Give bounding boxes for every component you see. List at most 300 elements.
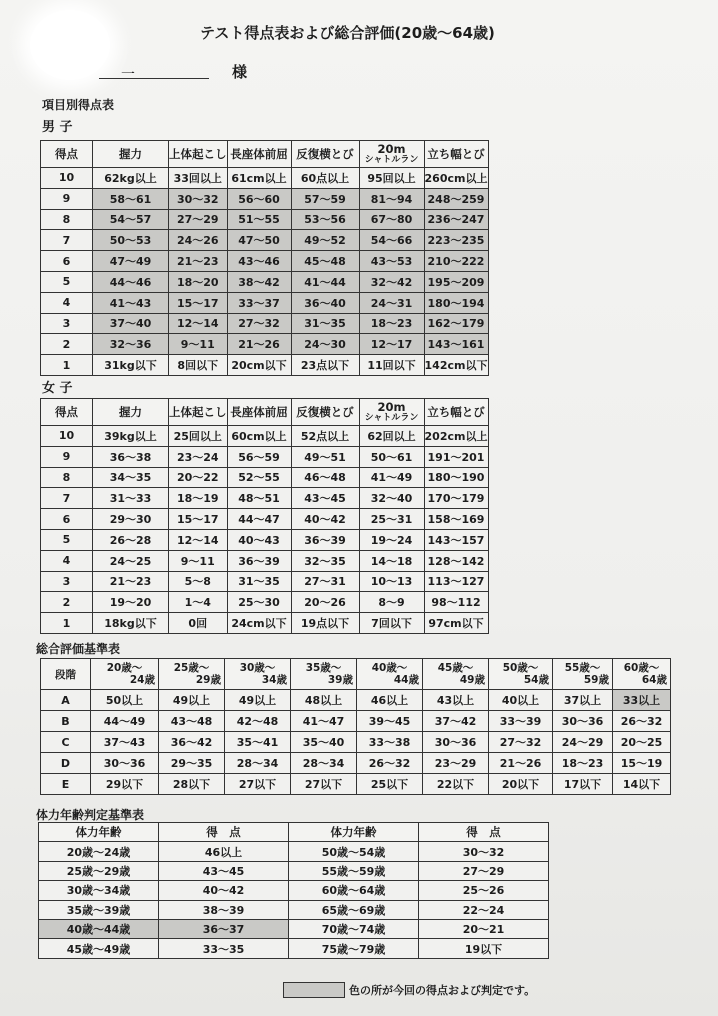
table-row <box>41 426 489 447</box>
cell-value: 44～49 <box>91 711 159 732</box>
cell-age2: 60歳～64歳 <box>289 881 419 900</box>
cell-pts1: 46以上 <box>159 842 289 861</box>
cell-jump: 162～179 <box>424 313 488 334</box>
cell-value: 20以下 <box>489 774 553 795</box>
cell-value: 20～25 <box>613 732 671 753</box>
cell-pts1: 36～37 <box>159 919 289 938</box>
cell-sidestep: 46～48 <box>291 467 359 488</box>
cell-shuttle: 12～17 <box>359 334 424 355</box>
cell-sitreach: 56～59 <box>227 446 291 467</box>
table-row <box>41 467 489 488</box>
cell-shuttle: 54～66 <box>359 230 424 251</box>
cell-value: 36～42 <box>159 732 225 753</box>
cell-age1: 45歳～49歳 <box>39 939 159 958</box>
cell-situp: 27～29 <box>169 209 228 230</box>
fitness-age-label: 体力年齢判定基準表 <box>36 808 145 822</box>
cell-shuttle: 10～13 <box>359 571 424 592</box>
header-age-from: 20歳～ <box>106 662 143 674</box>
cell-jump: 142cm以下 <box>424 355 488 376</box>
header-age-range <box>159 659 225 690</box>
cell-grip: 62kg以上 <box>93 168 169 189</box>
cell-value: 29～35 <box>159 753 225 774</box>
cell-value: 50以上 <box>91 690 159 711</box>
cell-value: 27以下 <box>225 774 291 795</box>
cell-score: 6 <box>41 509 93 530</box>
cell-shuttle: 19～24 <box>359 529 424 550</box>
cell-value: 26～32 <box>357 753 423 774</box>
table-row <box>39 939 549 958</box>
cell-grip: 50～53 <box>93 230 169 251</box>
cell-grip: 37～40 <box>93 313 169 334</box>
cell-score: 3 <box>41 313 93 334</box>
header-age-2: 体力年齢 <box>289 823 419 842</box>
cell-grip: 29～30 <box>93 509 169 530</box>
cell-grip: 26～28 <box>93 529 169 550</box>
table-row <box>41 230 489 251</box>
header-age-from: 55歳～ <box>564 662 601 674</box>
header-age-from: 40歳～ <box>371 662 408 674</box>
header-shuttle-bottom: シャトルラン <box>364 413 419 423</box>
cell-score: 2 <box>41 334 93 355</box>
cell-jump: 113～127 <box>424 571 488 592</box>
cell-shuttle: 25～31 <box>359 509 424 530</box>
legend-swatch <box>283 982 345 998</box>
overall-evaluation-table <box>40 658 671 795</box>
cell-sitreach: 60cm以上 <box>227 426 291 447</box>
cell-shuttle: 41～49 <box>359 467 424 488</box>
table-row <box>41 355 489 376</box>
cell-sidestep: 20～26 <box>291 592 359 613</box>
table-row <box>41 313 489 334</box>
cell-situp: 33回以上 <box>169 168 228 189</box>
header-jump: 立ち幅とび <box>424 141 488 168</box>
cell-sidestep: 31～35 <box>291 313 359 334</box>
cell-age2: 75歳～79歳 <box>289 939 419 958</box>
cell-value: 18～23 <box>553 753 613 774</box>
header-age-from: 35歳～ <box>305 662 342 674</box>
cell-shuttle: 67～80 <box>359 209 424 230</box>
cell-sitreach: 25～30 <box>227 592 291 613</box>
table-row <box>41 168 489 189</box>
cell-situp: 15～17 <box>169 509 228 530</box>
cell-value: 28以下 <box>159 774 225 795</box>
cell-sidestep: 27～31 <box>291 571 359 592</box>
cell-pts2: 19以下 <box>419 939 549 958</box>
header-age-range <box>553 659 613 690</box>
cell-jump: 248～259 <box>424 188 488 209</box>
cell-sitreach: 40～43 <box>227 529 291 550</box>
cell-sitreach: 56～60 <box>227 188 291 209</box>
table-row <box>41 334 489 355</box>
women-score-table <box>40 398 489 634</box>
cell-jump: 195～209 <box>424 271 488 292</box>
header-age-1: 体力年齢 <box>39 823 159 842</box>
header-grip: 握力 <box>93 399 169 426</box>
cell-situp: 9～11 <box>169 334 228 355</box>
cell-value: 35～41 <box>225 732 291 753</box>
cell-value: 39～45 <box>357 711 423 732</box>
cell-value: 48以上 <box>291 690 357 711</box>
cell-value: 27～32 <box>489 732 553 753</box>
fitness-age-table <box>38 822 549 959</box>
header-age-to: 29歳 <box>195 674 221 686</box>
cell-situp: 1～4 <box>169 592 228 613</box>
cell-value: 27以下 <box>291 774 357 795</box>
header-age-to: 49歳 <box>459 674 485 686</box>
cell-score: 9 <box>41 446 93 467</box>
header-age-from: 45歳～ <box>437 662 474 674</box>
table-row <box>39 881 549 900</box>
cell-grip: 21～23 <box>93 571 169 592</box>
cell-grip: 47～49 <box>93 251 169 272</box>
table-row <box>41 690 671 711</box>
table-row <box>41 509 489 530</box>
cell-grade: E <box>41 774 91 795</box>
table-row <box>41 753 671 774</box>
cell-value: 33～39 <box>489 711 553 732</box>
cell-situp: 21～23 <box>169 251 228 272</box>
cell-score: 1 <box>41 613 93 634</box>
cell-value: 15～19 <box>613 753 671 774</box>
cell-score: 4 <box>41 550 93 571</box>
table-row <box>41 188 489 209</box>
cell-sitreach: 38～42 <box>227 271 291 292</box>
cell-score: 3 <box>41 571 93 592</box>
cell-sidestep: 52点以上 <box>291 426 359 447</box>
cell-grip: 36～38 <box>93 446 169 467</box>
cell-value: 33～38 <box>357 732 423 753</box>
header-age-range <box>91 659 159 690</box>
page-title: テスト得点表および総合評価(20歳～64歳) <box>200 24 495 42</box>
cell-situp: 5～8 <box>169 571 228 592</box>
header-age-range <box>225 659 291 690</box>
header-age-range <box>357 659 423 690</box>
cell-age1: 25歳～29歳 <box>39 861 159 880</box>
table-row <box>39 861 549 880</box>
header-score: 得点 <box>41 141 93 168</box>
cell-pts1: 38～39 <box>159 900 289 919</box>
cell-sidestep: 57～59 <box>291 188 359 209</box>
cell-grip: 31～33 <box>93 488 169 509</box>
cell-value: 22以下 <box>423 774 489 795</box>
cell-value: 37～43 <box>91 732 159 753</box>
cell-score: 10 <box>41 168 93 189</box>
header-situp: 上体起こし <box>169 399 228 426</box>
cell-sitreach: 61cm以上 <box>227 168 291 189</box>
cell-grip: 54～57 <box>93 209 169 230</box>
header-stage: 段階 <box>41 659 91 690</box>
header-age-from: 30歳～ <box>239 662 276 674</box>
cell-score: 4 <box>41 292 93 313</box>
header-age-to: 59歳 <box>583 674 609 686</box>
header-situp: 上体起こし <box>169 141 228 168</box>
cell-shuttle: 32～40 <box>359 488 424 509</box>
cell-shuttle: 24～31 <box>359 292 424 313</box>
header-age-from: 50歳～ <box>502 662 539 674</box>
cell-value: 37～42 <box>423 711 489 732</box>
cell-shuttle: 7回以下 <box>359 613 424 634</box>
cell-sitreach: 48～51 <box>227 488 291 509</box>
cell-value: 28～34 <box>225 753 291 774</box>
honorific: 様 <box>232 63 248 81</box>
cell-value: 40以上 <box>489 690 553 711</box>
cell-jump: 128～142 <box>424 550 488 571</box>
table-row <box>39 919 549 938</box>
cell-situp: 15～17 <box>169 292 228 313</box>
cell-value: 30～36 <box>423 732 489 753</box>
header-grip: 握力 <box>93 141 169 168</box>
cell-sidestep: 43～45 <box>291 488 359 509</box>
header-shuttle-bottom: シャトルラン <box>364 155 419 165</box>
table-row <box>41 529 489 550</box>
cell-shuttle: 8～9 <box>359 592 424 613</box>
header-sidestep: 反復横とび <box>291 141 359 168</box>
header-age-to: 44歳 <box>393 674 419 686</box>
cell-sitreach: 51～55 <box>227 209 291 230</box>
table-row <box>41 732 671 753</box>
cell-shuttle: 32～42 <box>359 271 424 292</box>
header-age-to: 64歳 <box>641 674 667 686</box>
cell-sitreach: 20cm以下 <box>227 355 291 376</box>
table-row <box>41 446 489 467</box>
item-scores-label: 項目別得点表 <box>42 98 115 112</box>
cell-value: 35～40 <box>291 732 357 753</box>
cell-pts2: 30～32 <box>419 842 549 861</box>
cell-situp: 20～22 <box>169 467 228 488</box>
cell-score: 2 <box>41 592 93 613</box>
table-row <box>41 711 671 732</box>
cell-situp: 12～14 <box>169 313 228 334</box>
table-row <box>39 900 549 919</box>
cell-pts2: 20～21 <box>419 919 549 938</box>
cell-value: 46以上 <box>357 690 423 711</box>
table-row <box>41 774 671 795</box>
header-points-1: 得 点 <box>159 823 289 842</box>
cell-value: 23～29 <box>423 753 489 774</box>
cell-pts2: 27～29 <box>419 861 549 880</box>
cell-score: 8 <box>41 467 93 488</box>
cell-grip: 24～25 <box>93 550 169 571</box>
women-label: 女 子 <box>42 381 73 396</box>
cell-grip: 58～61 <box>93 188 169 209</box>
cell-value: 17以下 <box>553 774 613 795</box>
header-sitreach: 長座体前屈 <box>227 141 291 168</box>
cell-jump: 236～247 <box>424 209 488 230</box>
cell-age1: 40歳～44歳 <box>39 919 159 938</box>
cell-grade: B <box>41 711 91 732</box>
header-age-to: 39歳 <box>327 674 353 686</box>
name-fragment: 一 <box>121 67 135 83</box>
cell-sidestep: 49～52 <box>291 230 359 251</box>
cell-jump: 180～194 <box>424 292 488 313</box>
cell-pts1: 40～42 <box>159 881 289 900</box>
cell-sidestep: 41～44 <box>291 271 359 292</box>
cell-value: 30～36 <box>91 753 159 774</box>
table-row <box>41 251 489 272</box>
table-row <box>41 592 489 613</box>
cell-value: 49以上 <box>225 690 291 711</box>
table-row <box>39 842 549 861</box>
cell-score: 10 <box>41 426 93 447</box>
men-label: 男 子 <box>42 120 73 135</box>
header-age-to: 34歳 <box>261 674 287 686</box>
cell-value: 14以下 <box>613 774 671 795</box>
cell-value: 43～48 <box>159 711 225 732</box>
cell-pts1: 33～35 <box>159 939 289 958</box>
cell-grip: 19～20 <box>93 592 169 613</box>
cell-value: 49以上 <box>159 690 225 711</box>
header-sidestep: 反復横とび <box>291 399 359 426</box>
cell-score: 6 <box>41 251 93 272</box>
cell-shuttle: 50～61 <box>359 446 424 467</box>
cell-sidestep: 19点以下 <box>291 613 359 634</box>
cell-value: 26～32 <box>613 711 671 732</box>
cell-sidestep: 45～48 <box>291 251 359 272</box>
cell-sitreach: 43～46 <box>227 251 291 272</box>
cell-sidestep: 60点以上 <box>291 168 359 189</box>
cell-age2: 65歳～69歳 <box>289 900 419 919</box>
cell-pts2: 25～26 <box>419 881 549 900</box>
cell-value: 43以上 <box>423 690 489 711</box>
cell-sidestep: 36～40 <box>291 292 359 313</box>
cell-grip: 32～36 <box>93 334 169 355</box>
header-age-range <box>291 659 357 690</box>
cell-situp: 25回以上 <box>169 426 228 447</box>
cell-grade: A <box>41 690 91 711</box>
cell-age2: 70歳～74歳 <box>289 919 419 938</box>
cell-value: 33以上 <box>613 690 671 711</box>
cell-jump: 180～190 <box>424 467 488 488</box>
cell-sidestep: 32～35 <box>291 550 359 571</box>
cell-pts2: 22～24 <box>419 900 549 919</box>
name-underline <box>99 64 209 83</box>
header-jump: 立ち幅とび <box>424 399 488 426</box>
cell-pts1: 43～45 <box>159 861 289 880</box>
cell-sitreach: 44～47 <box>227 509 291 530</box>
header-age-range <box>489 659 553 690</box>
cell-score: 5 <box>41 271 93 292</box>
cell-age2: 55歳～59歳 <box>289 861 419 880</box>
header-score: 得点 <box>41 399 93 426</box>
men-score-table <box>40 140 489 376</box>
cell-sidestep: 40～42 <box>291 509 359 530</box>
cell-value: 25以下 <box>357 774 423 795</box>
recipient-name <box>95 63 209 83</box>
cell-jump: 143～161 <box>424 334 488 355</box>
header-shuttle-top: 20m <box>377 400 406 414</box>
cell-sitreach: 24cm以下 <box>227 613 291 634</box>
cell-grade: D <box>41 753 91 774</box>
table-row <box>41 292 489 313</box>
header-age-to: 54歳 <box>523 674 549 686</box>
cell-situp: 0回 <box>169 613 228 634</box>
cell-value: 42～48 <box>225 711 291 732</box>
cell-grip: 41～43 <box>93 292 169 313</box>
cell-sidestep: 24～30 <box>291 334 359 355</box>
cell-value: 37以上 <box>553 690 613 711</box>
cell-sitreach: 33～37 <box>227 292 291 313</box>
cell-grade: C <box>41 732 91 753</box>
cell-sitreach: 27～32 <box>227 313 291 334</box>
cell-value: 41～47 <box>291 711 357 732</box>
cell-value: 30～36 <box>553 711 613 732</box>
legend-text: 色の所が今回の得点および判定です。 <box>349 984 536 997</box>
cell-situp: 30～32 <box>169 188 228 209</box>
cell-jump: 191～201 <box>424 446 488 467</box>
table-row <box>41 488 489 509</box>
cell-sitreach: 21～26 <box>227 334 291 355</box>
cell-age1: 35歳～39歳 <box>39 900 159 919</box>
table-row <box>41 209 489 230</box>
cell-shuttle: 62回以上 <box>359 426 424 447</box>
table-row <box>41 271 489 292</box>
header-points-2: 得 点 <box>419 823 549 842</box>
cell-shuttle: 81～94 <box>359 188 424 209</box>
cell-jump: 98～112 <box>424 592 488 613</box>
cell-jump: 202cm以上 <box>424 426 488 447</box>
cell-jump: 158～169 <box>424 509 488 530</box>
cell-situp: 9～11 <box>169 550 228 571</box>
cell-situp: 18～20 <box>169 271 228 292</box>
cell-score: 7 <box>41 230 93 251</box>
cell-jump: 97cm以下 <box>424 613 488 634</box>
cell-grip: 44～46 <box>93 271 169 292</box>
cell-jump: 223～235 <box>424 230 488 251</box>
cell-shuttle: 18～23 <box>359 313 424 334</box>
cell-jump: 210～222 <box>424 251 488 272</box>
header-shuttle-top: 20m <box>377 142 406 156</box>
cell-score: 9 <box>41 188 93 209</box>
cell-situp: 8回以下 <box>169 355 228 376</box>
header-sitreach: 長座体前屈 <box>227 399 291 426</box>
header-age-range <box>423 659 489 690</box>
cell-sidestep: 53～56 <box>291 209 359 230</box>
cell-sidestep: 23点以下 <box>291 355 359 376</box>
cell-sitreach: 52～55 <box>227 467 291 488</box>
cell-value: 28～34 <box>291 753 357 774</box>
cell-value: 24～29 <box>553 732 613 753</box>
cell-shuttle: 43～53 <box>359 251 424 272</box>
cell-value: 29以下 <box>91 774 159 795</box>
cell-shuttle: 11回以下 <box>359 355 424 376</box>
cell-value: 21～26 <box>489 753 553 774</box>
cell-score: 8 <box>41 209 93 230</box>
cell-score: 5 <box>41 529 93 550</box>
cell-shuttle: 14～18 <box>359 550 424 571</box>
cell-shuttle: 95回以上 <box>359 168 424 189</box>
cell-score: 1 <box>41 355 93 376</box>
cell-sitreach: 47～50 <box>227 230 291 251</box>
cell-age2: 50歳～54歳 <box>289 842 419 861</box>
header-age-to: 24歳 <box>129 674 155 686</box>
cell-situp: 24～26 <box>169 230 228 251</box>
cell-situp: 18～19 <box>169 488 228 509</box>
cell-grip: 31kg以下 <box>93 355 169 376</box>
cell-situp: 12～14 <box>169 529 228 550</box>
table-row <box>41 613 489 634</box>
table-row <box>41 571 489 592</box>
header-age-from: 25歳～ <box>173 662 210 674</box>
header-age-range <box>613 659 671 690</box>
overall-label: 総合評価基準表 <box>36 642 121 656</box>
cell-sidestep: 36～39 <box>291 529 359 550</box>
header-age-from: 60歳～ <box>623 662 660 674</box>
cell-grip: 18kg以下 <box>93 613 169 634</box>
cell-jump: 143～157 <box>424 529 488 550</box>
cell-grip: 39kg以上 <box>93 426 169 447</box>
header-shuttle <box>359 399 424 426</box>
cell-age1: 20歳～24歳 <box>39 842 159 861</box>
